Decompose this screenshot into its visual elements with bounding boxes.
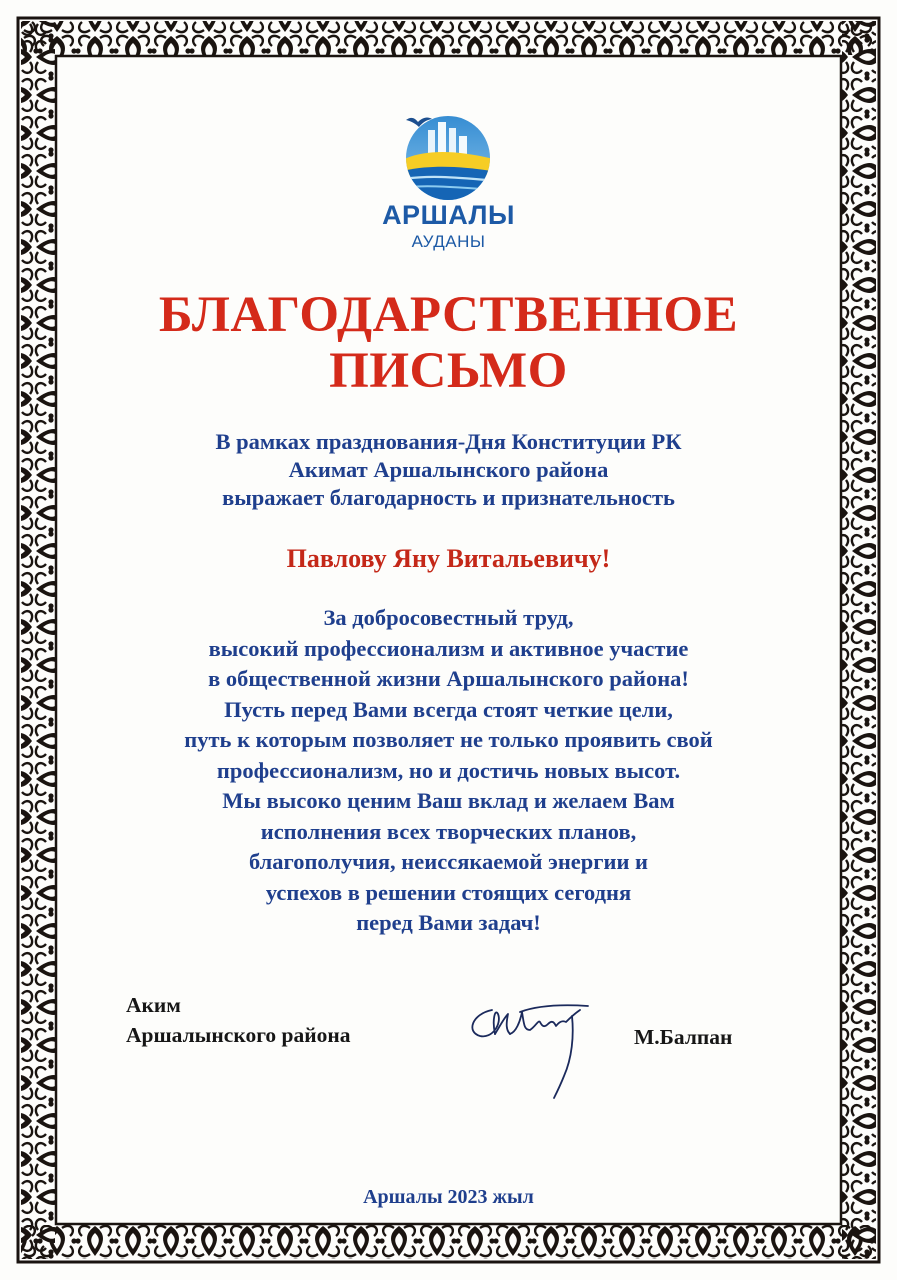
body-line: благополучия, неиссякаемой энергии и (248, 849, 649, 874)
body-line: профессионализм, но и достичь новых высот. (216, 757, 681, 783)
body-line: высокий профессионализм и активное участие (208, 635, 689, 661)
arshaly-district-logo (398, 108, 498, 200)
body-line: исполнения всех творческих планов, (260, 818, 637, 844)
signer-position-line2: Аршалынского района (126, 1023, 351, 1047)
intro-line: выражает благодарность и признательность (222, 485, 675, 510)
body-line: Мы высоко ценим Ваш вклад и желаем Вам (222, 788, 675, 813)
intro-line: В рамках празднования-Дня Конституции РК (215, 429, 682, 454)
intro-line: Акимат Аршалынского района (288, 457, 609, 482)
footer-place-year: Аршалы 2023 жыл (363, 1186, 534, 1208)
body-line: успехов в решении стоящих сегодня (265, 879, 632, 905)
body-line: в общественной жизни Аршалынского района! (208, 666, 689, 691)
signer-position (126, 990, 351, 1050)
signer-position-line1: Аким (126, 993, 181, 1017)
letter-title-line2: ПИСЬМО (329, 343, 568, 399)
body-line: путь к которым позволяет не только проявить свой (184, 727, 713, 752)
handwritten-signature (462, 996, 602, 1106)
body-line: перед Вами задач! (356, 910, 541, 935)
body-line: Пусть перед Вами всегда стоят четкие цели, (224, 696, 673, 722)
letter-body (0, 603, 897, 939)
intro-paragraph (0, 428, 897, 512)
signer-name: М.Балпан (634, 1025, 733, 1049)
body-line: За добросовестный труд, (323, 605, 574, 630)
logo-name: АРШАЛЫ (382, 200, 515, 230)
logo-subname: АУДАНЫ (411, 232, 486, 251)
letter-title-line1: БЛАГОДАРСТВЕННОЕ (158, 287, 739, 343)
recipient-name: Павлову Яну Витальевичу! (286, 544, 611, 573)
